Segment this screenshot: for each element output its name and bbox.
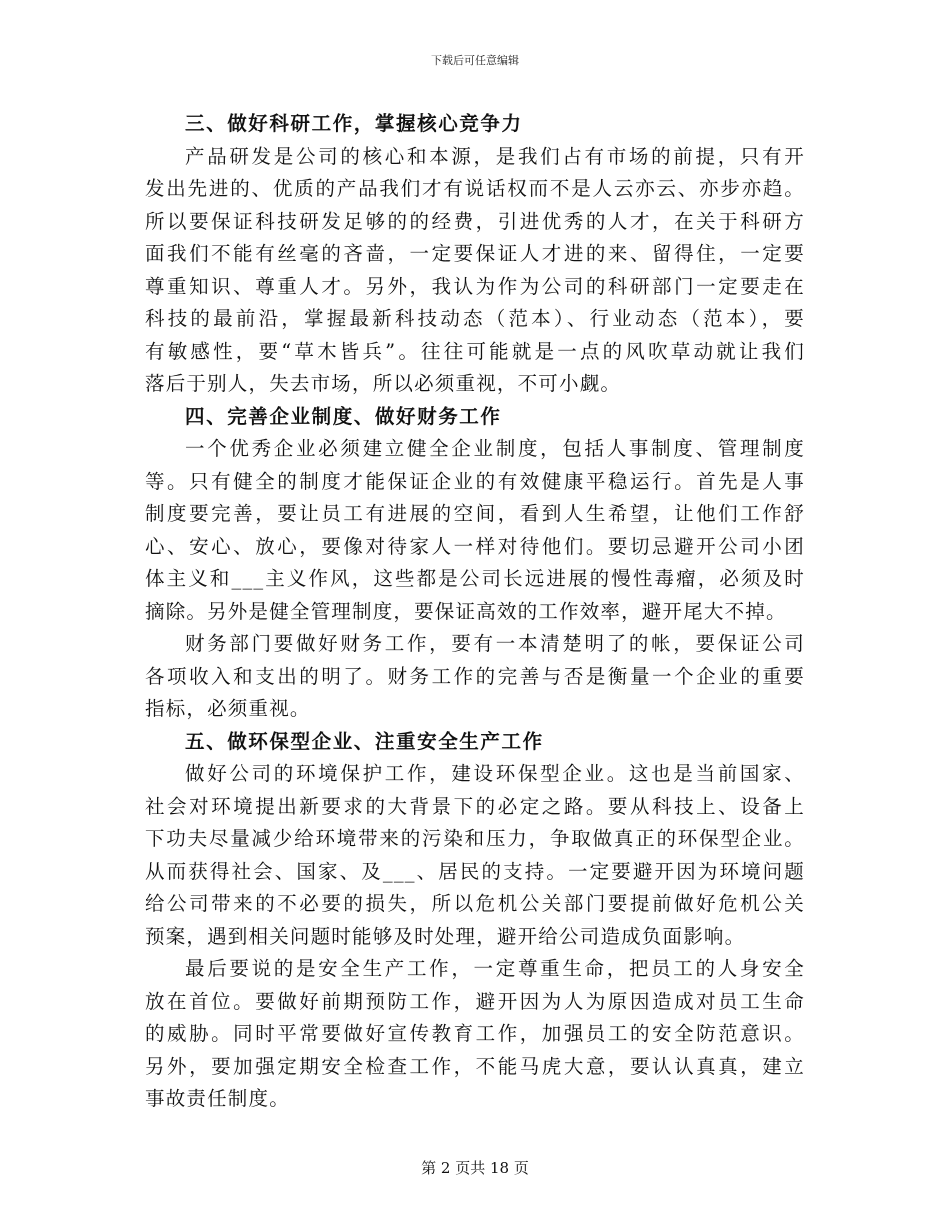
paragraph-line: 预案，遇到相关问题时能够及时处理，避开给公司造成负面影响。 [145, 924, 746, 948]
page-header: 下载后可任意编辑 [431, 54, 519, 67]
paragraph-line: 社会对环境提出新要求的大背景下的必定之路。要从科技上、设备上 [145, 794, 805, 818]
paragraph-line: 体主义和___主义作风，这些都是公司长远进展的慢性毒瘤，必须及时 [145, 567, 805, 590]
paragraph-line: 的威胁。同时平常要做好宣传教育工作，加强员工的安全防范意识。 [145, 1022, 805, 1045]
paragraph-line: 所以要保证科技研发足够的的经费，引进优秀的人才，在关于科研方 [145, 209, 805, 233]
paragraph-line: 各项收入和支出的明了。财务工作的完善与否是衡量一个企业的重要 [145, 664, 805, 688]
document-body [145, 108, 805, 1116]
paragraph-line: 另外，要加强定期安全检查工作，不能马虎大意，要认认真真，建立 [145, 1054, 805, 1078]
paragraph-line: 科技的最前沿，掌握最新科技动态（范本）、行业动态（范本），要 [145, 307, 805, 330]
paragraph-line: 给公司带来的不必要的损失，所以危机公关部门要提前做好危机公关 [145, 892, 805, 915]
page-footer: 第 2 页共 18 页 [421, 1159, 529, 1177]
paragraph-line: 最后要说的是安全生产工作，一定尊重生命，把员工的人身安全 [185, 957, 805, 980]
section-heading: 五、做环保型企业、注重安全生产工作 [185, 729, 544, 753]
section-heading: 四、完善企业制度、做好财务工作 [185, 404, 502, 428]
section-heading: 三、做好科研工作，掌握核心竞争力 [185, 112, 523, 135]
paragraph-line: 从而获得社会、国家、及___、居民的支持。一定要避开因为环境问题 [145, 859, 805, 883]
paragraph-line: 面我们不能有丝毫的吝啬，一定要保证人才进的来、留得住，一定要 [145, 242, 805, 265]
paragraph-line: 一个优秀企业必须建立健全企业制度，包括人事制度、管理制度 [185, 437, 805, 460]
paragraph-line: 下功夫尽量减少给环境带来的污染和压力，争取做真正的环保型企业。 [145, 827, 805, 850]
paragraph-line: 产品研发是公司的核心和本源，是我们占有市场的前提，只有开 [185, 144, 805, 168]
paragraph-line: 摘除。另外是健全管理制度，要保证高效的工作效率，避开尾大不掉。 [145, 599, 787, 623]
paragraph-line: 事故责任制度。 [145, 1087, 290, 1110]
paragraph-line: 落后于别人，失去市场，所以必须重视，不可小觑。 [145, 372, 622, 395]
paragraph-line: 做好公司的环境保护工作，建设环保型企业。这也是当前国家、 [185, 762, 805, 785]
paragraph-line: 有敏感性，要“草木皆兵”。往往可能就是一点的风吹草动就让我们 [145, 339, 805, 363]
paragraph-line: 财务部门要做好财务工作，要有一本清楚明了的帐，要保证公司 [185, 632, 805, 655]
paragraph-line: 放在首位。要做好前期预防工作，避开因为人为原因造成对员工生命 [145, 989, 805, 1013]
paragraph-line: 心、安心、放心，要像对待家人一样对待他们。要切忌避开公司小团 [145, 534, 805, 558]
paragraph-line: 等。只有健全的制度才能保证企业的有效健康平稳运行。首先是人事 [145, 469, 805, 493]
paragraph-line: 发出先进的、优质的产品我们才有说话权而不是人云亦云、亦步亦趋。 [145, 177, 805, 200]
paragraph-line: 尊重知识、尊重人才。另外，我认为作为公司的科研部门一定要走在 [145, 274, 805, 298]
paragraph-line: 指标，必须重视。 [145, 697, 311, 720]
paragraph-line: 制度要完善，要让员工有进展的空间，看到人生希望，让他们工作舒 [145, 502, 805, 525]
